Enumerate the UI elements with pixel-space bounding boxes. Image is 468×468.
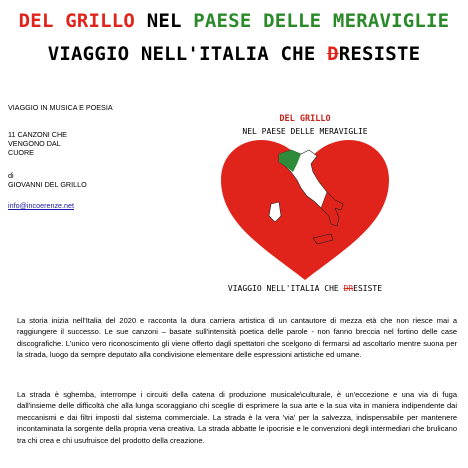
poster-footer-part2: ESISTE <box>353 284 383 293</box>
body-paragraph-2: La strada è sghemba, interrompe i circuiti della catena di produzione musicale\culturale, è un'eccezione e una via di fuga dall'insieme delle difficoltà che alla lunga scoraggiano chi sceglie di esprimere la sua arte e la sua vita in maniera indipendente dai meccanismi e dai filtri imposti dal sistema commerciale. La strada è la vera 'via' per la salvezza, indispensabile per mantenere incontaminata la sorgente della propria vena creativa. La strada abbatte le ipocrisie e le convenzioni degli intermediari che brulicano tra chi crea e chi usufruisce del prodotto della creazione. <box>17 390 457 445</box>
title-del-grillo: DEL GRILLO <box>18 10 136 32</box>
sidebar-author-name: GIOVANNI DEL GRILLO <box>8 180 87 189</box>
subtitle-part2: RESISTE <box>338 43 421 65</box>
subtitle-part1: VIAGGIO NELL'ITALIA CHE <box>47 43 328 65</box>
header-title <box>0 10 468 32</box>
poster-subtitle: NEL PAESE DELLE MERAVIGLIE <box>242 127 368 136</box>
sidebar-subtitle: VIAGGIO IN MUSICA E POESIA <box>8 103 113 112</box>
poster-footer-strike: DR <box>343 284 354 293</box>
title-paese: PAESE DELLE MERAVIGLIE <box>193 10 450 32</box>
sidebar-by: di <box>8 171 14 180</box>
poster-footer <box>175 284 435 293</box>
heart-italy-image <box>205 112 405 292</box>
email-link[interactable]: info@incoerenze.net <box>8 201 75 210</box>
title-nel: NEL <box>146 10 182 32</box>
poster-title: DEL GRILLO <box>279 114 331 124</box>
sidebar-author <box>8 171 87 189</box>
body-paragraph-1: La storia inizia nell'Italia del 2020 e racconta la dura carriera artistica di un cantautore di mezza età che non riesce mai a raggiungere il successo. Le sue canzoni – basate sull'intensità poetica delle parole - non fanno breccia nel fortino delle case discografiche. L'unico vero riconoscimento gli viene offerto dagli spettatori che scelgono di fermarsi ad ascoltarlo mentre suona per la strada, luogo da sempre deputato alla condivisione elementare delle espressioni artistiche ed umane. <box>17 316 457 360</box>
subtitle-strike: D <box>327 43 339 65</box>
header-subtitle <box>0 43 468 65</box>
sidebar-songs: 11 CANZONI CHE VENGONO DAL CUORE <box>8 130 67 157</box>
poster-footer-part1: VIAGGIO NELL'ITALIA CHE <box>227 284 344 293</box>
